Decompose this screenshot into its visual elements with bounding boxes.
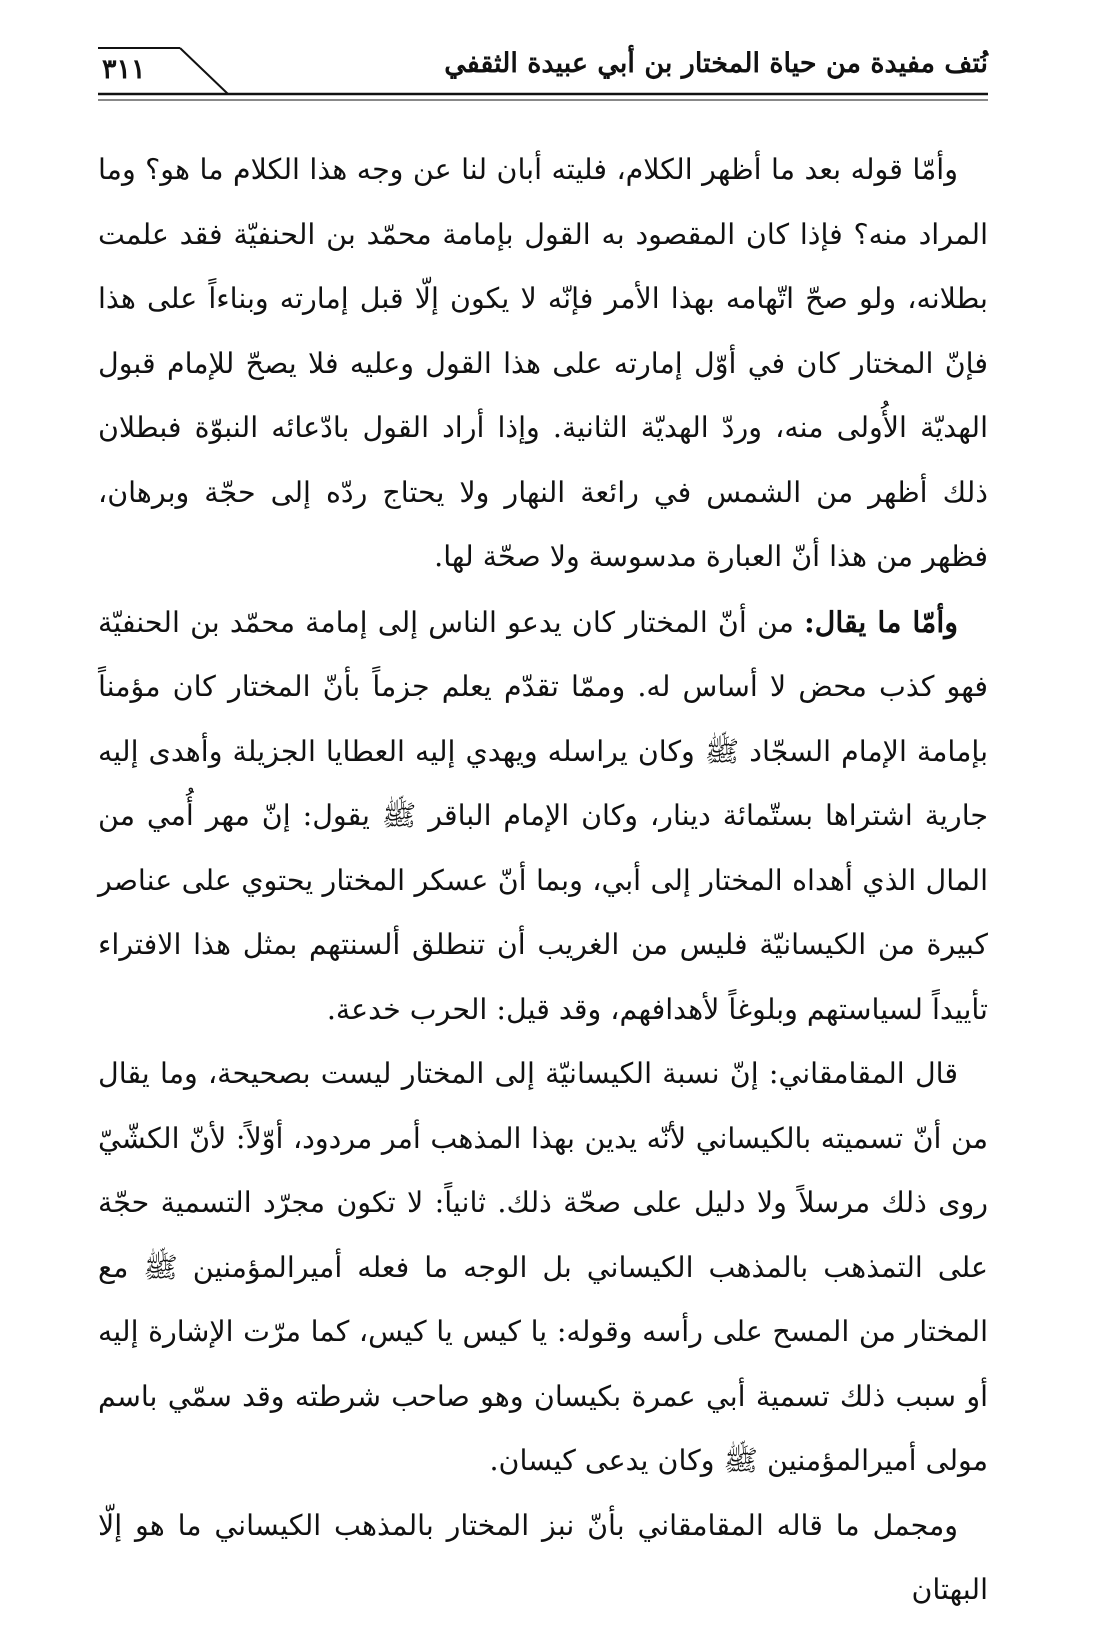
paragraph-3 <box>98 1042 988 1494</box>
page-number: ٣١١ <box>102 54 146 85</box>
running-header <box>98 44 988 102</box>
paragraph-4-text: ومجمل ما قاله المقامقاني بأنّ نبز المختار بالمذهب الكيساني ما هو إلّا البهتان <box>98 1508 988 1606</box>
body-text <box>98 138 988 1623</box>
paragraph-1 <box>98 138 988 590</box>
running-title: نُتف مفيدة من حياة المختار بن أبي عبيدة الثقفي <box>444 48 988 79</box>
paragraph-4 <box>98 1494 988 1623</box>
paragraph-1-text: وأمّا قوله بعد ما أظهر الكلام، فليته أبان لنا عن وجه هذا الكلام ما هو؟ وما المراد منه؟ فإذا كان المقصود به القول بإمامة محمّد بن الحنفيّة فقد علمت بطلانه، ولو صحّ اتّهامه بهذا الأمر فإنّه لا يكون إلّا قبل إمارته وبناءاً على هذا فإنّ المختار كان في أوّل إمارته على هذا القول وعليه فلا يصحّ للإمام قبول الهديّة الأُولى منه، وردّ الهديّة الثانية. وإذا أراد القول بادّعائه النبوّة فبطلان ذلك أظهر من الشمس في رائعة النهار ولا يحتاج ردّه إلى حجّة وبرهان، فظهر من هذا أنّ العبارة مدسوسة ولا صحّة لها. <box>98 153 988 573</box>
paragraph-2-text: من أنّ المختار كان يدعو الناس إلى إمامة محمّد بن الحنفيّة فهو كذب محض لا أساس له. وممّا تقدّم يعلم جزماً بأنّ المختار كان مؤمناً بإمامة الإمام السجّاد ﷺ وكان يراسله ويهدي إليه العطايا الجزيلة وأهدى إليه جارية اشتراها بستّمائة دينار، وكان الإمام الباقر ﷺ يقول: إنّ مهر أُمي من المال الذي أهداه المختار إلى أبي، وبما أنّ عسكر المختار يحتوي على عناصر كبيرة من الكيسانيّة فليس من الغريب أن تنطلق ألسنتهم بمثل هذا الافتراء تأييداً لسياستهم وبلوغاً لأهدافهم، وقد قيل: الحرب خدعة. <box>98 605 988 1026</box>
paragraph-2 <box>98 590 988 1043</box>
paragraph-2-lead: وأمّا ما يقال: <box>804 604 959 639</box>
paragraph-3-text: قال المقامقاني: إنّ نسبة الكيسانيّة إلى المختار ليست بصحيحة، وما يقال من أنّ تسميته بالكيساني لأنّه يدين بهذا المذهب أمر مردود، أوّلاً: لأنّ الكشّيّ روى ذلك مرسلاً ولا دليل على صحّة ذلك. ثانياً: لا تكون مجرّد التسمية حجّة على التمذهب بالمذهب الكيساني بل الوجه ما فعله أميرالمؤمنين ﷺ مع المختار من المسح على رأسه وقوله: يا كيس يا كيس، كما مرّت الإشارة إليه أو سبب ذلك تسمية أبي عمرة بكيسان وهو صاحب شرطته وقد سمّي باسم مولى أميرالمؤمنين ﷺ وكان يدعى كيسان. <box>98 1057 988 1477</box>
